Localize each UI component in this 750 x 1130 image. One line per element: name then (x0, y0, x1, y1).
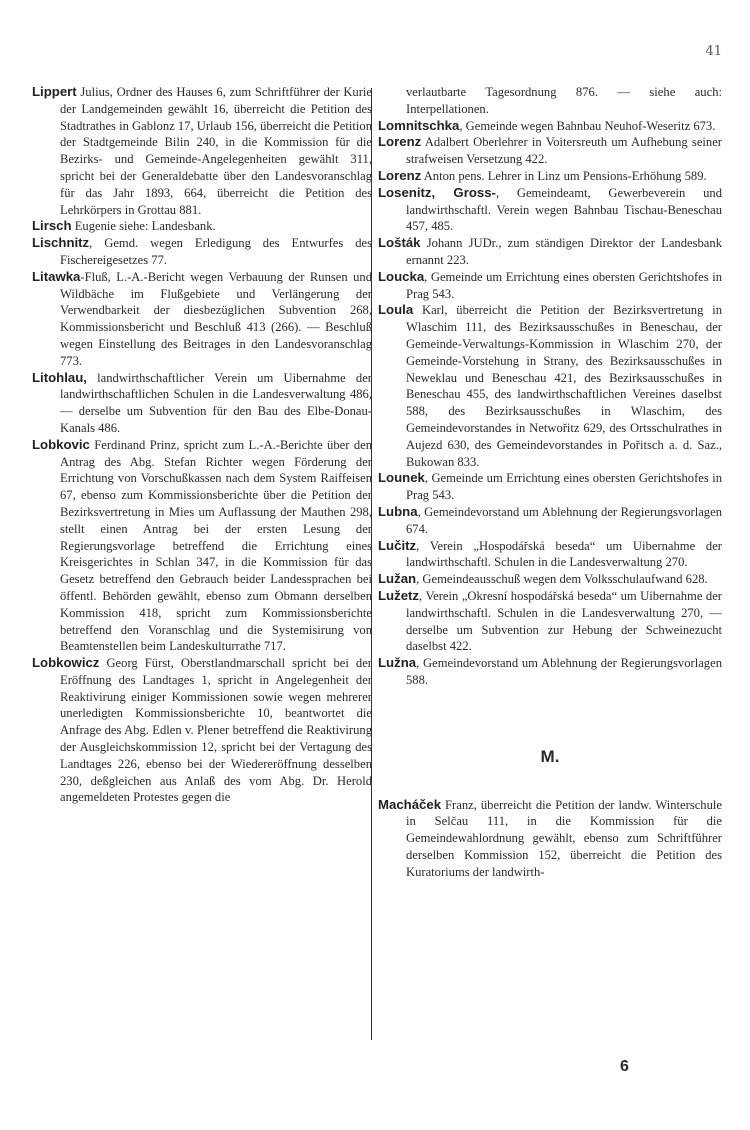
entry-name: Loucka (378, 268, 425, 284)
entry-text: Adalbert Oberlehrer in Voitersreuth um Aufhebung seiner strafweisen Versetzung 422. (406, 135, 722, 167)
section-heading: M. (540, 746, 560, 766)
entry-text: , Verein „Hospodářská beseda“ um Uibernahme der landwirthschaftl. Schulen in die Landesverwaltung 270. (406, 538, 722, 570)
entry-name: Lorenz (378, 134, 422, 150)
entry-text: Julius, Ordner des Hauses 6, zum Schriftführer der Kurie der Landgemeinden gewählt 16, überreicht die Petition des Stadtrathes in Gablonz 17, Urlaub 156, überreicht die Petition der Stadtgemeinde Bilin 240, in die Kommission für die Bezirks- und Gemeinde-Angelegenheiten gewählt 311, spricht bei der Generaldebatte über den Landesvoranschlag für das Jahr 1893, 664, überreicht die Petition des Lehrkörpers in Grottau 881. (60, 85, 372, 217)
entry-text: Karl, überreicht die Petition der Bezirksvertretung in Wlaschim 111, des Bezirksausschußes in Beneschau, der Gemeinde-Verwaltungs-Kommission in Wlaschim 270, der Gemeinde-Vorstehung in Strany, des Bezirksausschußes in Neweklau und Beneschau 421, des Bezirksausschußes in Beneschau 455, des landwirthschaftlichen Vereines daselbst 588, des Bezirksausschußes in Wlaschim, des Gemeindevorstandes in Netwořitz 629, des Ortsschulrathes in Aujezd 630, des Gemeindevorstandes in Pořitsch a. d. Saz., Bukowan 833. (406, 303, 722, 469)
index-entry (32, 235, 372, 269)
page-number: 41 (705, 44, 722, 59)
entry-name: Lounek (378, 470, 425, 486)
signature-mark: 6 (620, 1058, 629, 1075)
entry-text: Anton pens. Lehrer in Linz um Pensions-Erhöhung 589. (421, 168, 707, 183)
entry-text: -Fluß, L.-A.-Bericht wegen Verbauung der Runsen und Wildbäche im Flußgebiete und Verlängerung der Verwendbarkeit der diesbezüglichen Subvention 268, Kommissionsbericht und Beschluß 413 (266). — Beschluß wegen Einstellung des Beitrages in den Landesvoranschlag 773. (60, 269, 372, 368)
index-entry (378, 504, 722, 538)
entry-name: Lošták (378, 235, 421, 251)
left-column (32, 84, 372, 806)
entries-l (378, 118, 722, 689)
entry-name: Lubna (378, 503, 418, 519)
index-entry (378, 571, 722, 588)
entry-name: Lužna (378, 655, 417, 671)
index-entry (378, 235, 722, 269)
entry-text: , Gemeindeamt, Gewerbeverein und landwirthschaftl. Verein wegen Bahnbau Tischau-Beneschau 457, 485. (406, 185, 723, 234)
entry-name: Lobkovic (32, 436, 90, 452)
index-entry (32, 655, 372, 806)
entry-text: , Gemeindeausschuß wegen dem Volksschulaufwand 628. (416, 572, 708, 587)
index-entry (32, 218, 372, 235)
index-entry (378, 185, 722, 235)
index-entry (378, 118, 722, 135)
entry-text: , Gemeinde wegen Bahnbau Neuhof-Weseritz 673. (459, 118, 716, 133)
entry-text: Johann JUDr., zum ständigen Direktor der Landesbank ernannt 223. (406, 236, 722, 267)
index-entry (378, 470, 722, 504)
index-entry (378, 168, 722, 185)
continued-entry-text: verlautbarte Tagesordnung 876. — siehe auch: Interpellationen. (406, 85, 722, 116)
index-entry (378, 655, 722, 689)
entry-name: Lischnitz (32, 235, 90, 251)
entry-text: , Gemeinde um Errichtung eines obersten Gerichtshofes in Prag 543. (406, 269, 722, 301)
index-entry (378, 538, 722, 572)
entry-name: Losenitz, Gross- (378, 184, 496, 200)
entry-name: Loula (378, 302, 414, 318)
entry-text: Ferdinand Prinz, spricht zum L.-A.-Berichte über den Antrag des Abg. Stefan Richter wegen Förderung der Errichtung von Vorschußkassen nach dem System Raiffeisen 67, ebenso zum Kommissionsberichte über die Petition der Bezirksvertretung in Mies um Auflassung der Mauthen 298, stellt einen Antrag bei der ersten Lesung der Regierungsvorlage betreffend die Errichtung eines Kreisgerichtes in Schlan 347, in die Kommission für das Gesetz betreffend den Gebrauch beider Landessprachen bei öffentl. Behörden gewählt, ebenso zum Obmann derselben Kommission 418, spricht zum Kommissionsberichte betreffend den Voranschlag und die Systemisirung von Beamtenstellen beim Landeskulturrathe 717. (60, 437, 372, 654)
entry-name: Lirsch (32, 218, 72, 234)
entry-name: Lobkowicz (32, 655, 100, 671)
entry-name: Lomnitschka (378, 117, 460, 133)
index-entry (378, 269, 722, 303)
entry-text: , Verein „Okresní hospodářská beseda“ um Uibernahme der landwirthschaftl. Schulen in die Landesverwaltung 270, — derselbe um Subvention zur Hebung der Schweinezucht daselbst 422. (406, 588, 722, 654)
entry-text: , Gemeindevorstand um Ablehnung der Regierungsvorlagen 674. (406, 504, 722, 536)
entry-name: Litohlau, (32, 369, 87, 385)
entry-name: Macháček (378, 796, 442, 812)
entry-name: Lučitz (378, 537, 417, 553)
entry-text: Franz, überreicht die Petition der landw. Winterschule in Selčau 111, in die Kommission für die Gemeindewahlordnung gewählt, ebenso zum Schriftführer derselben Kommission 152, überreicht die Petition des Kuratoriums der landwirth- (406, 797, 722, 879)
index-entry (32, 437, 372, 655)
index-entry (32, 269, 372, 370)
entry-name: Lippert (32, 84, 77, 99)
entry-text: , Gemd. wegen Erledigung des Entwurfes des Fischereigesetzes 77. (60, 236, 372, 267)
entry-name: Lorenz (378, 167, 422, 183)
entries-m (378, 797, 722, 881)
index-entry (378, 797, 722, 881)
entry-name: Lužan (378, 571, 417, 587)
right-column (378, 84, 722, 881)
index-entry (378, 588, 722, 655)
index-entry (32, 84, 372, 218)
entry-name: Lužetz (378, 587, 420, 603)
entry-name: Litawka (32, 268, 81, 284)
index-entry (378, 302, 722, 470)
entry-text: , Gemeindevorstand um Ablehnung der Regierungsvorlagen 588. (406, 656, 722, 687)
entry-text: , Gemeinde um Errichtung eines obersten Gerichtshofes in Prag 543. (406, 471, 722, 503)
entry-text: Eugenie siehe: Landesbank. (71, 219, 216, 234)
entry-text: Georg Fürst, Oberstlandmarschall spricht bei der Eröffnung des Landtages 1, spricht in Angelegenheit der Reaktivirung einiger Kommissionen sowie wegen mehrerer unerledigten Kommissionsberichte 10, beantwortet die Anfrage des Abg. Edlen v. Plener betreffend die Reaktivirung der Ausgleichskommission 12, spricht bei der Vertagung des Landtages 226, ebenso bei der Wiedereröffnung desselben 230, deßgleichen aus Anlaß des vom Abg. Dr. Herold angemeldeten Protestes gegen die (60, 656, 372, 805)
index-entry (32, 370, 372, 437)
entry-text: landwirthschaftlicher Verein um Uibernahme der landwirthschaftlichen Schulen in die Landesverwaltung 486, — derselbe um Subvention für den Bau des Elbe-Donau-Kanals 486. (60, 370, 372, 435)
index-entry (378, 134, 722, 168)
